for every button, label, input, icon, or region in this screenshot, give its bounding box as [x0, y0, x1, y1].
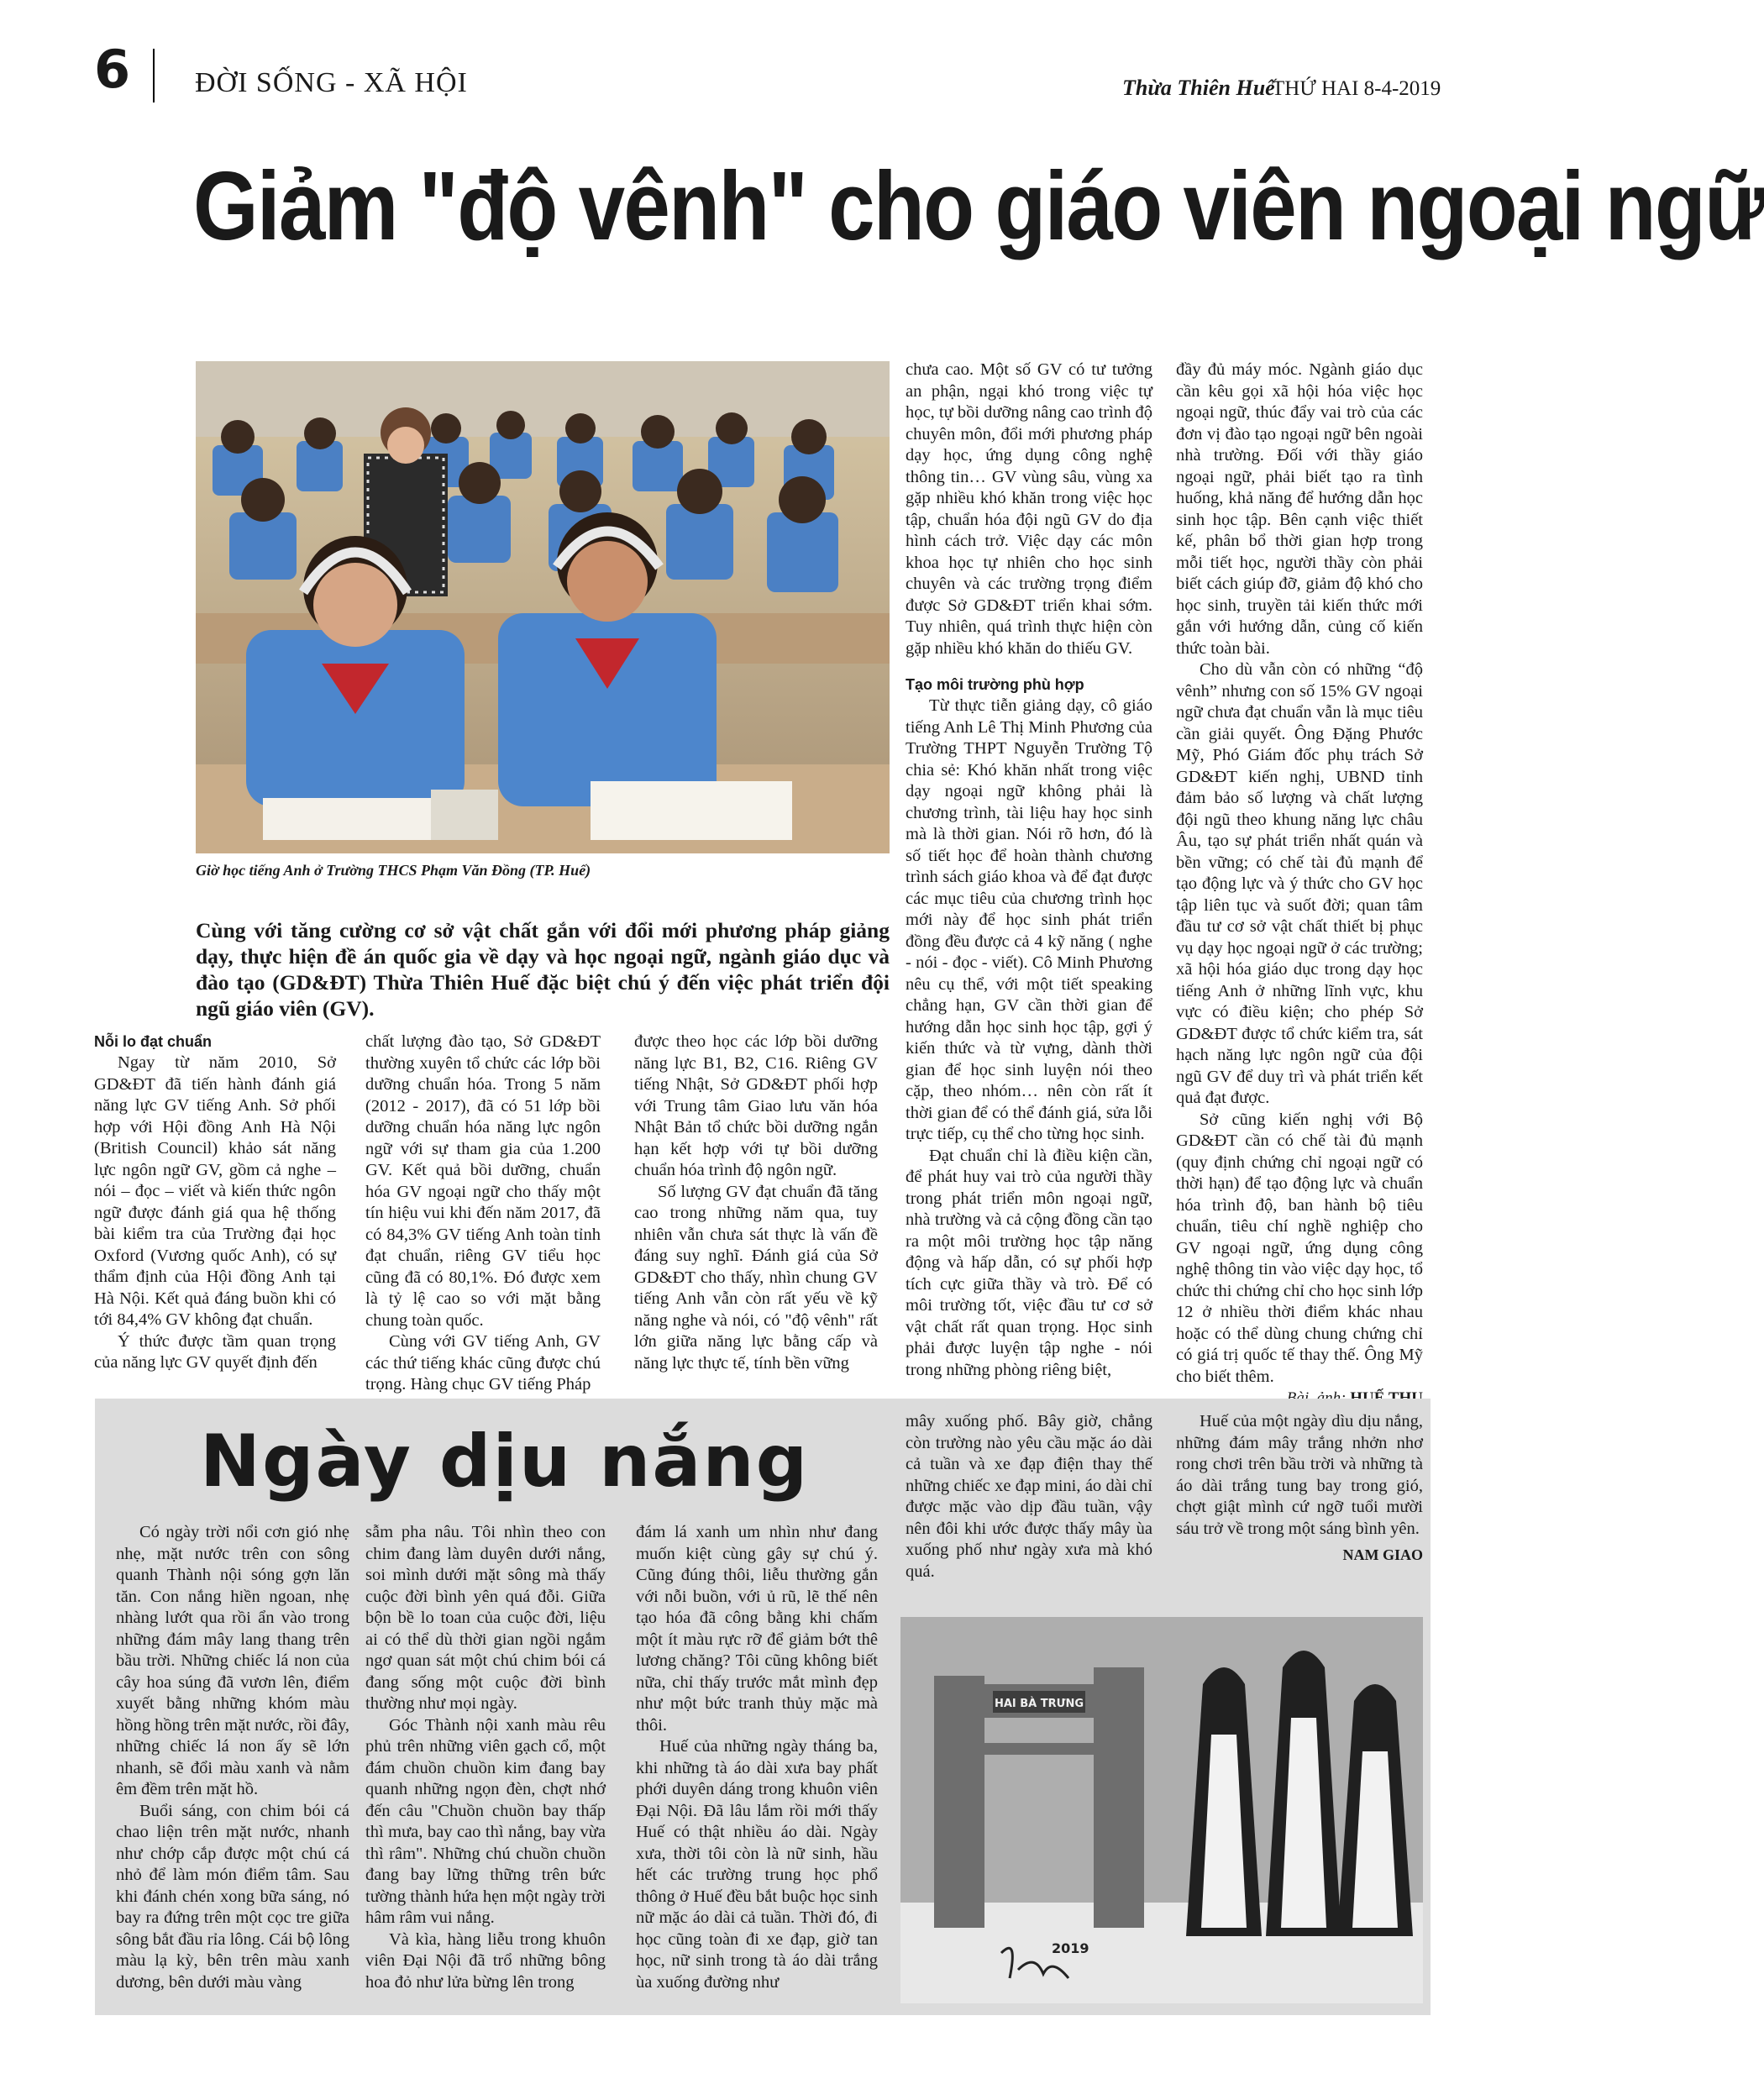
- paragraph: đám lá xanh um nhìn như đang muốn kiệt cùng gây sự chú ý. Cũng đúng thôi, liễu thường gắn với nỗi buồn, với ủ rũ, lẽ thế nên tạo hóa đã công bằng khi chấm một ít màu rực rỡ để giảm bớt thê lương chăng? Tôi cũng không biết nữa, chỉ thấy trước mắt mình đẹp như một bức tranh thủy mặc mà thôi.: [636, 1523, 878, 1735]
- article2-column-4: [906, 1411, 1152, 1583]
- paragraph: Cho dù vẫn còn có những “độ vênh” nhưng con số 15% GV ngoại ngữ chưa đạt chuẩn vẫn là mục tiêu cần giải quyết. Ông Đặng Phước Mỹ, Phó Giám đốc phụ trách Sở GD&ĐT kiến nghị, UBND tỉnh đảm bảo số lượng và chất lượng đội ngũ theo khung năng lực châu Âu, tạo sự phát triển nhất quán và bền vững; có chế tài đủ mạnh để tạo động lực và ý thức cho GV học tập liên tục và suốt đời; quan tâm đầu tư cơ sở vật chất thiết bị phục vụ dạy học ngoại ngữ ở các trường; xã hội hóa giáo dục trong dạy học tiếng Anh ở những lĩnh vực, khu vực có điều kiện; cho phép Sở GD&ĐT được tổ chức kiểm tra, sát hạch năng lực ngôn ngữ của đội ngũ GV để duy trì và phát triển kết quả đạt được.: [1176, 660, 1423, 1107]
- article2-column-2: [365, 1522, 606, 1993]
- paragraph: mây xuống phố. Bây giờ, chẳng còn trường nào yêu cầu mặc áo dài cả tuần và xe đạp điện thay thế những chiếc xe đạp mini, áo dài chỉ được mặc vào dịp đầu tuần, vậy nên đôi khi ước được thấy mây ùa xuống phố như ngày xưa mà khó quá.: [906, 1412, 1152, 1581]
- illustration-year: 2019: [1052, 1940, 1089, 1956]
- paragraph: Và kìa, hàng liễu trong khuôn viên Đại Nội đã trổ những bông hoa đỏ như lửa bừng lên trong: [365, 1929, 606, 1992]
- section-title: ĐỜI SỐNG - XÃ HỘI: [195, 67, 468, 98]
- paragraph: Có ngày trời nổi cơn gió nhẹ nhẹ, mặt nước trên con sông quanh Thành nội sóng gợn lăn tăn. Con nắng hiền ngoan, nhẹ nhàng lướt qua rồi ẩn vào trong những đám mây lang thang trên bầu trời. Những chiếc lá non của cây hoa súng đã vươn lên, điểm xuyết bằng những khóm màu hồng hồng trên mặt nước, rồi đây, những chiếc lá non ấy sẽ lớn nhanh, sẽ đổi màu xanh và nằm êm đềm trên mặt hồ.: [116, 1523, 349, 1798]
- paragraph: được theo học các lớp bồi dưỡng năng lực B1, B2, C16. Riêng GV tiếng Nhật, Sở GD&ĐT phối hợp với Trung tâm Giao lưu văn hóa Nhật Bản tổ chức bồi dưỡng ngắn hạn kết hợp với tự bồi dưỡng chuẩn hóa trình độ ngôn ngữ.: [634, 1032, 878, 1179]
- paragraph: Huế của một ngày dìu dịu nắng, những đám mây trắng nhởn nhơ rong chơi trên bầu trời và những tà áo dài trắng tung bay trong gió, chợt giật mình cứ ngỡ tuổi mười sáu trở về trong một sáng bình yên.: [1176, 1412, 1423, 1538]
- photo-caption: Giờ học tiếng Anh ở Trường THCS Phạm Văn Đồng (TP. Huế): [196, 862, 591, 879]
- paragraph: sẫm pha nâu. Tôi nhìn theo con chim đang làm duyên dưới nắng, soi mình dưới mặt sông mà thấy cuộc đời bình yên quá đỗi. Giữa bộn bề lo toan của cuộc đời, liệu ai có thể dù thời gian ngồi ngắm ngơ quan sát một chú chim bói cá đang sống một cuộc đời bình thường như mọi ngày.: [365, 1523, 606, 1713]
- subheading-worry: Nỗi lo đạt chuẩn: [94, 1033, 213, 1050]
- article2-column-3: [636, 1522, 878, 1993]
- page-number: 6: [94, 39, 131, 100]
- paragraph: đầy đủ máy móc. Ngành giáo dục cần kêu gọi xã hội hóa việc học ngoại ngữ, thúc đẩy vai trò của các đơn vị đào tạo ngoại ngữ bên ngoài nhà trường. Đối với thầy giáo ngoại ngữ, phải biết tạo ra tình huống, khả năng để hướng dẫn học sinh học tập. Bên cạnh việc thiết kế, phân bổ thời gian hợp trong mỗi tiết học, người thầy còn phải biết cách giúp đỡ, giảm độ khó cho học sinh, truyền tải kiến thức mới gắn với hướng dẫn, củng cố kiến thức toàn bài.: [1176, 360, 1423, 658]
- paragraph: Cùng với GV tiếng Anh, GV các thứ tiếng khác cũng được chú trọng. Hàng chục GV tiếng Pháp: [365, 1332, 601, 1394]
- paragraph: chưa cao. Một số GV có tư tưởng an phận, ngại khó trong việc tự học, tự bồi dưỡng nâng cao trình độ chuyên môn, đổi mới phương pháp dạy học, ứng dụng công nghệ thông tin… GV vùng sâu, vùng xa gặp nhiều khó khăn trong việc học tập, chuẩn hóa đội ngũ GV do địa hình cách trở. Việc dạy các môn khoa học tự nhiên cho học sinh chuyên và các trường trọng điểm được Sở GD&ĐT triển khai sớm. Tuy nhiên, quá trình thực hiện còn gặp nhiều khó khăn do thiếu GV.: [906, 360, 1152, 658]
- paragraph: Sở cũng kiến nghị với Bộ GD&ĐT cần có chế tài đủ mạnh (quy định chứng chỉ ngoại ngữ có thời hạn) để tạo động lực và chuẩn hóa trình độ, ban hành bộ tiêu chuẩn, tiêu chí nghề nghiệp cho GV ngoại ngữ, ứng dụng công nghệ thông tin vào việc dạy học, tổ chức thi chứng chỉ cho học sinh lớp 12 ở nhiều thời điểm khác nhau hoặc có thể dùng chung chứng chỉ có giá trị quốc tế thay thế. Ông Mỹ cho biết thêm.: [1176, 1110, 1423, 1386]
- subheading-environment: Tạo môi trường phù hợp: [906, 676, 1084, 693]
- paragraph: Số lượng GV đạt chuẩn đã tăng cao trong những năm qua, tuy nhiên vẫn chưa sát thực là vấn đề đáng suy nghĩ. Đánh giá của Sở GD&ĐT cho thấy, nhìn chung GV tiếng Anh vẫn còn rất yếu về kỹ năng nghe và nói, có "độ vênh" rất lớn giữa năng lực bằng cấp và năng lực thực tế, tính bền vững: [634, 1182, 878, 1373]
- article1-column-5: [1176, 360, 1423, 1409]
- paragraph: chất lượng đào tạo, Sở GD&ĐT thường xuyên tổ chức các lớp bồi dưỡng chuẩn hóa. Trong 5 năm (2012 - 2017), đã có 51 lớp bồi dưỡng chuẩn hóa năng lực ngôn ngữ với sự tham gia của 1.200 GV. Kết quả bồi dưỡng, chuẩn hóa GV ngoại ngữ cho thấy một tín hiệu vui khi đến năm 2017, đã có 84,3% GV tiếng Anh toàn tỉnh đạt chuẩn, riêng GV tiểu học cũng đã có 80,1%. Đó được xem là tỷ lệ cao so với mặt bằng chung toàn quốc.: [365, 1032, 601, 1330]
- article1-column-1: [94, 1032, 336, 1374]
- issue-date: THỨ HAI 8-4-2019: [1272, 77, 1441, 100]
- paragraph: Đạt chuẩn chỉ là điều kiện cần, để phát huy vai trò của người thầy trong phát triển môn ngoại ngữ, nhà trường và cả cộng đồng cần tạo ra một môi trường học tập năng động và hấp dẫn, có sự phối hợp tích cực giữa thầy và trò. Để có môi trường tốt, việc đầu tư cơ sở vật chất rất quan trọng. Học sinh phải được luyện tập nghe - nói trong những phòng riêng biệt,: [906, 1146, 1152, 1379]
- gate-sign: HAI BÀ TRƯNG: [994, 1698, 1084, 1710]
- article2-column-1: [116, 1522, 349, 1993]
- hue-gate-illustration: [900, 1617, 1423, 2003]
- paragraph: Ngay từ năm 2010, Sở GD&ĐT đã tiến hành đánh giá năng lực GV tiếng Anh. Sở phối hợp với Hội đồng Anh Hà Nội (British Council) khảo sát năng lực ngôn ngữ GV, gồm cả nghe – nói – đọc – viết và kiến thức ngôn ngữ được đánh giá qua hệ thống bài kiểm tra của Trường đại học Oxford (Vương quốc Anh), có sự thẩm định của Hội đồng Anh tại Hà Nội. Kết quả đáng buồn khi có tới 84,4% GV không đạt chuẩn.: [94, 1053, 336, 1329]
- newspaper-name: Thừa Thiên Huế: [1122, 76, 1275, 100]
- paragraph: Ý thức được tầm quan trọng của năng lực GV quyết định đến: [94, 1331, 336, 1372]
- article2-signature: NAM GIAO: [1342, 1546, 1423, 1563]
- article1-column-3: [634, 1032, 878, 1374]
- article1-column-2: [365, 1032, 601, 1396]
- paragraph: Huế của những ngày tháng ba, khi những tà áo dài xưa bay phất phới duyên dáng trong khuôn viên Đại Nội. Đã lâu lắm rồi mới thấy Huế có thật nhiều áo dài. Ngày xưa, thời tôi còn là nữ sinh, hầu hết các trường trung học phổ thông ở Huế đều bắt buộc học sinh nữ mặc áo dài cả tuần. Thời đó, đi học cũng toàn đi xe đạp, giờ tan học, nữ sinh trong tà áo dài trắng ùa xuống đường như: [636, 1737, 878, 1992]
- paragraph: Từ thực tiễn giảng dạy, cô giáo tiếng Anh Lê Thị Minh Phương của Trường THPT Nguyễn Trường Tộ chia sẻ: Khó khăn nhất trong việc dạy ngoại ngữ không phải là chương trình, tài liệu hay học sinh mà là thời gian. Nói rõ hơn, đó là số tiết học để hoàn thành chương trình sách giáo khoa và để đạt được các mục tiêu của chương trình học mới này để học sinh phát triển đồng đều được cả 4 kỹ năng ( nghe - nói - đọc - viết). Cô Minh Phương nêu cụ thể, với một tiết speaking chẳng hạn, GV cần thời gian để hướng dẫn học sinh học tập, gợi ý kiến thức và từ vựng, dành thời gian để học sinh luyện nói theo cặp, theo nhóm… nên còn rất ít thời gian để có thể đánh giá, sửa lỗi trực tiếp, cụ thể cho từng học sinh.: [906, 696, 1152, 1143]
- header-divider: [153, 49, 155, 102]
- article-lead: Cùng với tăng cường cơ sở vật chất gắn với đổi mới phương pháp giảng dạy, thực hiện đề án quốc gia về dạy và học ngoại ngữ, ngành giáo dục và đào tạo (GD&ĐT) Thừa Thiên Huế đặc biệt chú ý đến việc phát triển đội ngũ giáo viên (GV).: [196, 918, 890, 1021]
- paragraph: Buổi sáng, con chim bói cá chao liện trên mặt nước, nhanh như chớp cắp được một chú cá nhỏ để làm món điểm tâm. Sau khi đánh chén xong bữa sáng, nó bay ra đứng trên một cọc tre giữa sông bắt đầu rỉa lông. Cái bộ lông màu lạ kỳ, bên trên màu xanh dương, bên dưới màu vàng: [116, 1801, 349, 1992]
- article2-column-5: [1176, 1411, 1423, 1567]
- article-title: Giảm "độ vênh" cho giáo viên ngoại ngữ: [193, 151, 1764, 260]
- article1-column-4: [906, 360, 1152, 1381]
- article2-title: Ngày dịu nắng: [200, 1420, 810, 1504]
- classroom-photo: [196, 361, 890, 853]
- paragraph: Góc Thành nội xanh màu rêu phủ trên những viên gạch cổ, một đám chuồn chuồn kim đang bay quanh những ngọn đèn, chợt nhớ đến câu "Chuồn chuồn bay thấp thì mưa, bay cao thì nắng, bay vừa thì râm". Những chú chuồn chuồn đang bay lững thững trên bức tường thành hứa hẹn một ngày trời hâm râm vui nắng.: [365, 1715, 606, 1927]
